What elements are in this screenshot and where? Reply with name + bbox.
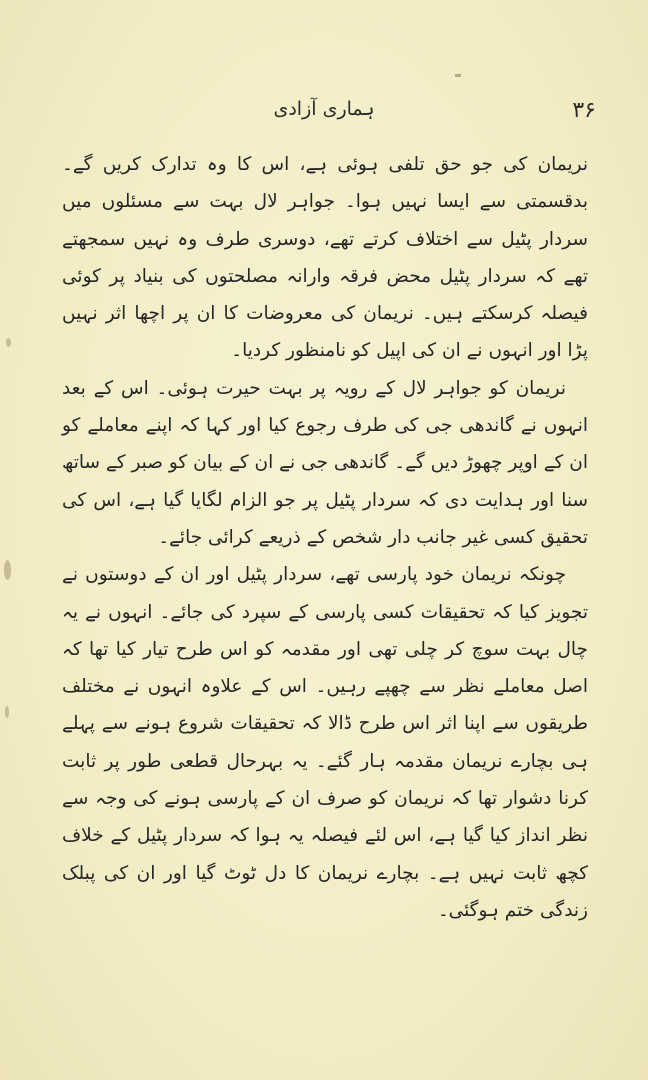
paper-speck (5, 706, 9, 718)
running-title: ہماری آزادی (273, 98, 375, 120)
page-number: ۳۶ (572, 98, 596, 123)
paper-speck (4, 560, 11, 580)
page-header (40, 98, 608, 132)
paper-mark (455, 74, 461, 77)
paragraph-1: نریمان کی جو حق تلفی ہوئی ہے، اس کا وہ تدارک کریں گے۔ بدقسمتی سے ایسا نہیں ہوا۔ جواہر لال بہت سے مسئلوں میں سردار پٹیل سے اختلاف کرتے تھے، دوسری طرف وہ نہیں سمجھتے تھے کہ سردار پٹیل محض فرقہ وارانہ مصلحتوں کی بنیاد پر کوئی فیصلہ کرسکتے ہیں۔ نریمان کی معروضات کا ان پر اچھا اثر نہیں پڑا اور انہوں نے ان کی اپیل کو نامنظور کردیا۔ (62, 154, 588, 362)
body-text (62, 146, 588, 929)
paper-speck (6, 338, 11, 347)
paragraph-2: نریمان کو جواہر لال کے رویہ پر بہت حیرت ہوئی۔ اس کے بعد انہوں نے گاندھی جی کی طرف رجوع کیا اور کہا کہ اپنے معاملے کو ان کے اوپر چھوڑ دیں گے۔ گاندھی جی نے ان کے بیان کو صبر کے ساتھ سنا اور ہدایت دی کہ سردار پٹیل پر جو الزام لگایا گیا ہے، اس کی تحقیق کسی غیر جانب دار شخص کے ذریعے کرائی جائے۔ (62, 377, 588, 548)
paragraph-3: چونکہ نریمان خود پارسی تھے، سردار پٹیل اور ان کے دوستوں نے تجویز کیا کہ تحقیقات کسی پارسی کے سپرد کی جائے۔ انہوں نے یہ چال بہت سوچ کر چلی تھی اور مقدمہ کو اس طرح تیار کیا تھا کہ اصل معاملے نظر سے چھپے رہیں۔ اس کے علاوہ انہوں نے مختلف طریقوں سے اپنا اثر اس طرح ڈالا کہ تحقیقات شروع ہونے سے پہلے ہی بچارے نریمان مقدمہ ہار گئے۔ یہ بہرحال قطعی طور پر ثابت کرنا دشوار تھا کہ نریمان کو صرف ان کے پارسی ہونے کی وجہ سے نظر انداز کیا گیا ہے، اس لئے فیصلہ یہ ہوا کہ سردار پٹیل کے خلاف کچھ ثابت نہیں ہے۔ بچارے نریمان کا دل ٹوٹ گیا اور ان کی پبلک زندگی ختم ہوگئی۔ (62, 564, 588, 921)
